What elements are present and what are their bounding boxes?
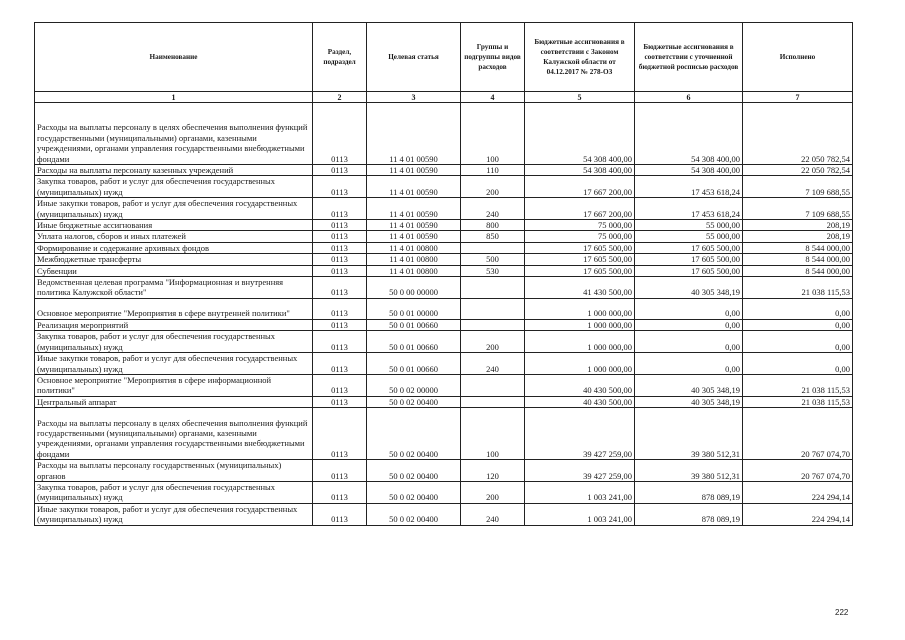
row-law-amount: 1 000 000,00 [525, 331, 635, 353]
col-number: 1 [35, 92, 313, 103]
page-number: 222 [835, 608, 849, 617]
row-name: Закупка товаров, работ и услуг для обеспечения государственных (муниципальных) нужд [35, 481, 313, 503]
row-target: 11 4 01 00590 [367, 165, 461, 176]
header-name: Наименование [35, 23, 313, 92]
row-law-amount: 1 003 241,00 [525, 481, 635, 503]
row-refined-amount: 0,00 [635, 331, 743, 353]
row-expense-type: 800 [461, 220, 525, 231]
table-row [35, 277, 853, 299]
header-section: Раздел, подраздел [313, 23, 367, 92]
header-row [35, 23, 853, 92]
table-row [35, 481, 853, 503]
table-row [35, 460, 853, 482]
row-section: 0113 [313, 231, 367, 242]
row-section: 0113 [313, 331, 367, 353]
row-expense-type: 240 [461, 353, 525, 375]
row-executed-amount: 0,00 [743, 298, 853, 319]
row-section: 0113 [313, 103, 367, 165]
row-executed-amount: 22 050 782,54 [743, 165, 853, 176]
row-target: 50 0 00 00000 [367, 277, 461, 299]
table-row [35, 176, 853, 198]
row-executed-amount: 21 038 115,53 [743, 374, 853, 396]
row-section: 0113 [313, 408, 367, 460]
row-law-amount: 40 430 500,00 [525, 374, 635, 396]
row-expense-type [461, 277, 525, 299]
row-target: 50 0 02 00400 [367, 503, 461, 525]
row-law-amount: 17 667 200,00 [525, 198, 635, 220]
column-number-row [35, 92, 853, 103]
row-executed-amount: 0,00 [743, 331, 853, 353]
row-target: 50 0 02 00400 [367, 408, 461, 460]
table-row [35, 254, 853, 265]
row-refined-amount: 17 453 618,24 [635, 176, 743, 198]
row-target: 50 0 02 00400 [367, 481, 461, 503]
row-refined-amount: 40 305 348,19 [635, 374, 743, 396]
row-law-amount: 1 000 000,00 [525, 319, 635, 330]
row-target: 11 4 01 00590 [367, 198, 461, 220]
row-executed-amount: 20 767 074,70 [743, 408, 853, 460]
row-name: Субвенции [35, 265, 313, 276]
row-name: Иные закупки товаров, работ и услуг для обеспечения государственных (муниципальных) нужд [35, 198, 313, 220]
row-expense-type: 500 [461, 254, 525, 265]
table-row [35, 198, 853, 220]
row-executed-amount: 208,19 [743, 220, 853, 231]
row-name: Уплата налогов, сборов и иных платежей [35, 231, 313, 242]
table-row [35, 503, 853, 525]
col-number: 5 [525, 92, 635, 103]
table-row [35, 319, 853, 330]
row-section: 0113 [313, 265, 367, 276]
row-section: 0113 [313, 220, 367, 231]
row-section: 0113 [313, 374, 367, 396]
row-name: Расходы на выплаты персоналу казенных учреждений [35, 165, 313, 176]
row-expense-type: 240 [461, 198, 525, 220]
row-name: Основное мероприятие "Мероприятия в сфере внутренней политики" [35, 298, 313, 319]
row-executed-amount: 0,00 [743, 319, 853, 330]
table-row [35, 331, 853, 353]
row-section: 0113 [313, 481, 367, 503]
row-law-amount: 39 427 259,00 [525, 460, 635, 482]
table-row [35, 165, 853, 176]
row-executed-amount: 8 544 000,00 [743, 265, 853, 276]
row-expense-type: 100 [461, 103, 525, 165]
row-target: 50 0 02 00000 [367, 374, 461, 396]
row-law-amount: 17 605 500,00 [525, 242, 635, 253]
row-refined-amount: 40 305 348,19 [635, 396, 743, 407]
row-name: Закупка товаров, работ и услуг для обеспечения государственных (муниципальных) нужд [35, 176, 313, 198]
col-number: 6 [635, 92, 743, 103]
row-target: 50 0 02 00400 [367, 396, 461, 407]
row-expense-type: 240 [461, 503, 525, 525]
row-law-amount: 54 308 400,00 [525, 165, 635, 176]
table-row [35, 220, 853, 231]
row-refined-amount: 54 308 400,00 [635, 103, 743, 165]
row-executed-amount: 224 294,14 [743, 503, 853, 525]
col-number: 3 [367, 92, 461, 103]
row-section: 0113 [313, 298, 367, 319]
row-executed-amount: 8 544 000,00 [743, 242, 853, 253]
row-target: 50 0 01 00000 [367, 298, 461, 319]
row-refined-amount: 17 453 618,24 [635, 198, 743, 220]
row-executed-amount: 20 767 074,70 [743, 460, 853, 482]
row-name: Основное мероприятие "Мероприятия в сфере информационной политики" [35, 374, 313, 396]
row-name: Ведомственная целевая программа "Информационная и внутренняя политика Калужской области" [35, 277, 313, 299]
row-expense-type: 850 [461, 231, 525, 242]
row-executed-amount: 224 294,14 [743, 481, 853, 503]
row-name: Центральный аппарат [35, 396, 313, 407]
row-refined-amount: 39 380 512,31 [635, 408, 743, 460]
row-expense-type: 200 [461, 481, 525, 503]
row-target: 50 0 01 00660 [367, 353, 461, 375]
row-expense-type: 530 [461, 265, 525, 276]
row-section: 0113 [313, 396, 367, 407]
row-name: Межбюджетные трансферты [35, 254, 313, 265]
row-executed-amount: 7 109 688,55 [743, 198, 853, 220]
row-refined-amount: 878 089,19 [635, 481, 743, 503]
row-expense-type [461, 374, 525, 396]
row-refined-amount: 0,00 [635, 298, 743, 319]
row-name: Иные закупки товаров, работ и услуг для обеспечения государственных (муниципальных) нужд [35, 503, 313, 525]
table-row [35, 231, 853, 242]
row-target: 50 0 01 00660 [367, 319, 461, 330]
table-row [35, 374, 853, 396]
row-target: 11 4 01 00800 [367, 254, 461, 265]
row-section: 0113 [313, 254, 367, 265]
row-section: 0113 [313, 242, 367, 253]
row-name: Расходы на выплаты персоналу в целях обеспечения выполнения функций государственными (муниципальными) органами, казенными учреждениями, органами управления государственными внебюджетными фондами [35, 103, 313, 165]
row-executed-amount: 7 109 688,55 [743, 176, 853, 198]
row-law-amount: 54 308 400,00 [525, 103, 635, 165]
row-section: 0113 [313, 503, 367, 525]
row-expense-type: 200 [461, 331, 525, 353]
row-executed-amount: 8 544 000,00 [743, 254, 853, 265]
row-target: 11 4 01 00800 [367, 242, 461, 253]
row-refined-amount: 17 605 500,00 [635, 265, 743, 276]
row-law-amount: 41 430 500,00 [525, 277, 635, 299]
row-name: Реализация мероприятий [35, 319, 313, 330]
row-name: Формирование и содержание архивных фондов [35, 242, 313, 253]
row-target: 50 0 01 00660 [367, 331, 461, 353]
row-executed-amount: 22 050 782,54 [743, 103, 853, 165]
row-refined-amount: 55 000,00 [635, 231, 743, 242]
row-target: 11 4 01 00590 [367, 176, 461, 198]
row-refined-amount: 0,00 [635, 319, 743, 330]
row-name: Расходы на выплаты персоналу государственных (муниципальных) органов [35, 460, 313, 482]
row-section: 0113 [313, 460, 367, 482]
row-law-amount: 75 000,00 [525, 220, 635, 231]
row-law-amount: 1 000 000,00 [525, 353, 635, 375]
row-refined-amount: 54 308 400,00 [635, 165, 743, 176]
row-expense-type: 100 [461, 408, 525, 460]
table-row [35, 396, 853, 407]
row-section: 0113 [313, 165, 367, 176]
row-section: 0113 [313, 277, 367, 299]
row-section: 0113 [313, 198, 367, 220]
row-law-amount: 39 427 259,00 [525, 408, 635, 460]
row-target: 11 4 01 00800 [367, 265, 461, 276]
table-row [35, 408, 853, 460]
row-target: 11 4 01 00590 [367, 220, 461, 231]
header-refined: Бюджетные ассигнования в соответствии с уточненной бюджетной росписью расходов [635, 23, 743, 92]
row-section: 0113 [313, 319, 367, 330]
row-target: 11 4 01 00590 [367, 231, 461, 242]
row-name: Расходы на выплаты персоналу в целях обеспечения выполнения функций государственными (муниципальными) органами, казенными учреждениями, органами управления государственными внебюджетными фондами [35, 408, 313, 460]
row-executed-amount: 21 038 115,53 [743, 396, 853, 407]
table-row [35, 242, 853, 253]
table-body [35, 103, 853, 526]
row-section: 0113 [313, 353, 367, 375]
row-law-amount: 40 430 500,00 [525, 396, 635, 407]
header-law: Бюджетные ассигнования в соответствии с Законом Калужской области от 04.12.2017 № 278-ОЗ [525, 23, 635, 92]
row-refined-amount: 39 380 512,31 [635, 460, 743, 482]
col-number: 4 [461, 92, 525, 103]
row-law-amount: 75 000,00 [525, 231, 635, 242]
row-executed-amount: 0,00 [743, 353, 853, 375]
row-refined-amount: 55 000,00 [635, 220, 743, 231]
row-refined-amount: 40 305 348,19 [635, 277, 743, 299]
table-row [35, 103, 853, 165]
row-target: 11 4 01 00590 [367, 103, 461, 165]
row-expense-type: 120 [461, 460, 525, 482]
row-law-amount: 1 000 000,00 [525, 298, 635, 319]
row-name: Закупка товаров, работ и услуг для обеспечения государственных (муниципальных) нужд [35, 331, 313, 353]
row-name: Иные закупки товаров, работ и услуг для обеспечения государственных (муниципальных) нужд [35, 353, 313, 375]
row-expense-type: 200 [461, 176, 525, 198]
row-target: 50 0 02 00400 [367, 460, 461, 482]
row-expense-type [461, 319, 525, 330]
row-law-amount: 17 605 500,00 [525, 254, 635, 265]
row-expense-type: 110 [461, 165, 525, 176]
row-section: 0113 [313, 176, 367, 198]
row-refined-amount: 878 089,19 [635, 503, 743, 525]
budget-table [34, 22, 853, 526]
table-row [35, 298, 853, 319]
header-executed: Исполнено [743, 23, 853, 92]
header-groups: Группы и подгруппы видов расходов [461, 23, 525, 92]
row-executed-amount: 208,19 [743, 231, 853, 242]
table-row [35, 265, 853, 276]
row-expense-type [461, 298, 525, 319]
table-row [35, 353, 853, 375]
row-law-amount: 17 605 500,00 [525, 265, 635, 276]
row-expense-type [461, 396, 525, 407]
row-executed-amount: 21 038 115,53 [743, 277, 853, 299]
row-refined-amount: 17 605 500,00 [635, 254, 743, 265]
row-refined-amount: 0,00 [635, 353, 743, 375]
header-target: Целевая статья [367, 23, 461, 92]
row-refined-amount: 17 605 500,00 [635, 242, 743, 253]
col-number: 7 [743, 92, 853, 103]
row-name: Иные бюджетные ассигнования [35, 220, 313, 231]
row-law-amount: 17 667 200,00 [525, 176, 635, 198]
row-expense-type [461, 242, 525, 253]
col-number: 2 [313, 92, 367, 103]
row-law-amount: 1 003 241,00 [525, 503, 635, 525]
